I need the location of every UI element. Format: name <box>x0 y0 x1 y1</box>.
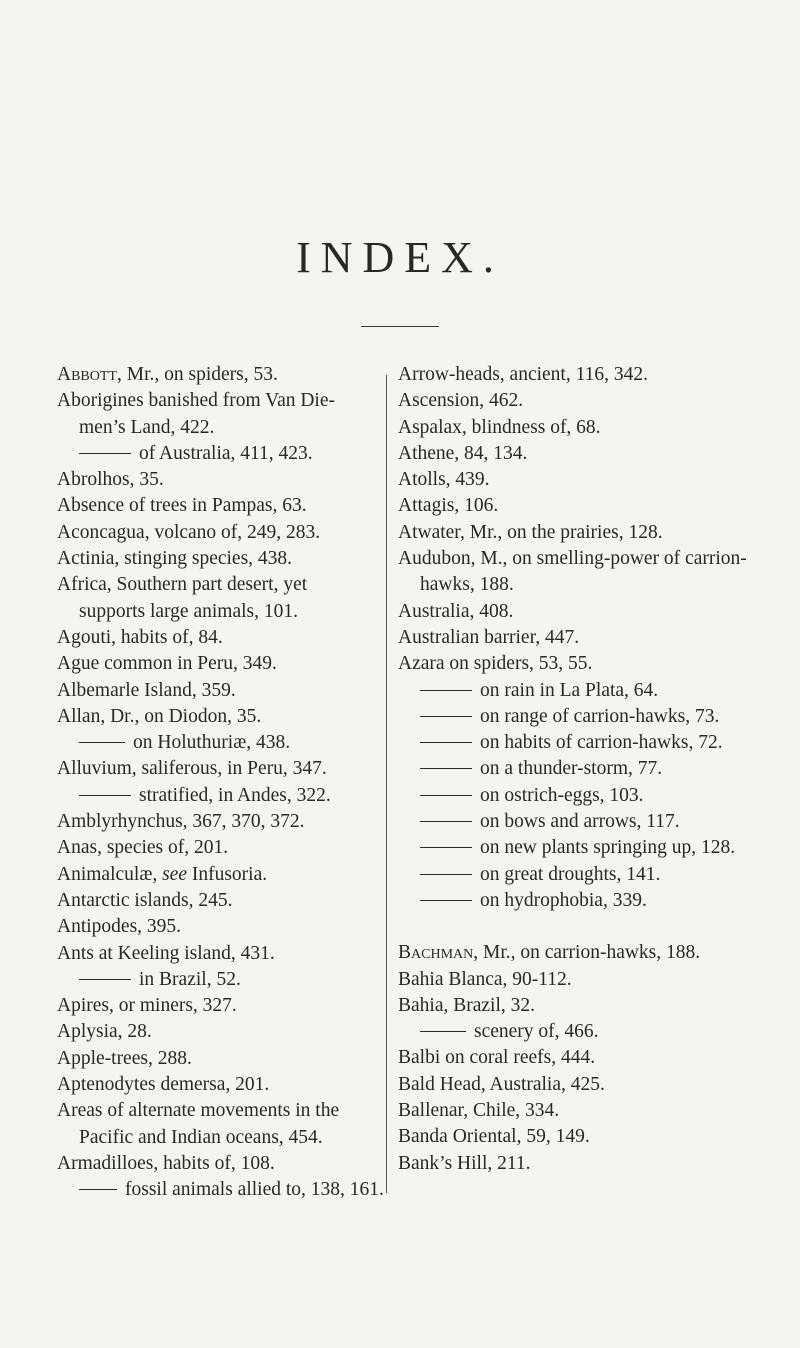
index-entry <box>57 678 373 704</box>
index-entry <box>57 914 373 940</box>
entry-text: on new plants springing up, 128. <box>480 837 736 859</box>
ditto-dash <box>420 716 472 717</box>
entry-text: scenery of, 466. <box>474 1021 599 1043</box>
index-entry <box>398 599 766 625</box>
index-entry <box>57 467 373 493</box>
ditto-dash <box>79 453 131 454</box>
title-rule <box>361 326 439 327</box>
entry-text: Audubon, M., on smelling-power of carrion-hawks, 188. <box>398 548 747 596</box>
entry-text: Africa, Southern part desert, yet supports large animals, 101. <box>57 574 308 622</box>
ditto-dash <box>420 821 472 822</box>
ditto-dash <box>420 795 472 796</box>
entry-text: Ballenar, Chile, 334. <box>398 1100 560 1122</box>
index-entry <box>57 546 373 572</box>
index-entry <box>57 993 373 1019</box>
entry-text: Athene, 84, 134. <box>398 442 528 464</box>
index-entry <box>398 1072 766 1098</box>
entry-text: Azara on spiders, 53, 55. <box>398 653 593 675</box>
entry-text: in Brazil, 52. <box>139 968 241 990</box>
entry-head: Bachman, <box>398 942 479 964</box>
index-subentry <box>398 756 766 782</box>
ditto-dash <box>420 847 472 848</box>
index-entry <box>57 572 373 625</box>
entry-text: Atolls, 439. <box>398 469 490 491</box>
index-entry <box>398 967 766 993</box>
index-entry <box>398 441 766 467</box>
ditto-dash <box>420 742 472 743</box>
entry-text: Aconcagua, volcano of, 249, 283. <box>57 521 321 543</box>
index-entry <box>398 520 766 546</box>
entry-text: Armadilloes, habits of, 108. <box>57 1152 275 1174</box>
entry-text: on Holuthuriæ, 438. <box>133 732 291 754</box>
index-entry <box>398 1098 766 1124</box>
index-subentry <box>398 862 766 888</box>
index-entry <box>57 1019 373 1045</box>
index-subentry <box>398 730 766 756</box>
entry-text: on a thunder-storm, 77. <box>480 758 663 780</box>
entry-text: Australia, 408. <box>398 600 514 622</box>
index-subentry <box>398 809 766 835</box>
index-entry <box>57 362 373 388</box>
entry-text: on bows and arrows, 117. <box>480 811 680 833</box>
ditto-dash <box>79 1189 117 1190</box>
ditto-dash <box>79 979 131 980</box>
entry-text: on hydrophobia, 339. <box>480 889 647 911</box>
entry-text: Ants at Keeling island, 431. <box>57 942 275 964</box>
index-entry <box>57 941 373 967</box>
entry-text: Animalculæ, <box>57 863 163 885</box>
column-divider <box>386 375 387 1193</box>
index-subentry <box>398 1019 766 1045</box>
entry-text: Aplysia, 28. <box>57 1021 152 1043</box>
entry-text: Aborigines banished from Van Diemen’s Land, 422. <box>57 390 336 438</box>
index-subentry <box>57 1177 384 1203</box>
entry-text: Alluvium, saliferous, in Peru, 347. <box>57 758 327 780</box>
entry-text: Albemarle Island, 359. <box>57 679 236 701</box>
index-entry <box>57 1151 373 1177</box>
entry-text: Infusoria. <box>186 863 268 885</box>
index-entry <box>57 756 373 782</box>
entry-text: Agouti, habits of, 84. <box>57 626 223 648</box>
entry-text: Mr., on carrion-hawks, 188. <box>478 942 701 964</box>
entry-text: Atwater, Mr., on the prairies, 128. <box>398 521 663 543</box>
ditto-dash <box>420 768 472 769</box>
index-entry <box>398 993 766 1019</box>
ditto-dash <box>420 900 472 901</box>
index-entry <box>398 1124 766 1150</box>
entry-text: Bahia Blanca, 90-112. <box>398 968 572 990</box>
entry-text: Aspalax, blindness of, 68. <box>398 416 601 438</box>
index-entry <box>57 704 373 730</box>
ditto-dash <box>420 690 472 691</box>
ditto-dash <box>420 1031 466 1032</box>
entry-text: Antipodes, 395. <box>57 916 182 938</box>
entry-text: Allan, Dr., on Diodon, 35. <box>57 705 262 727</box>
index-subentry <box>398 835 766 861</box>
index-subentry <box>398 678 766 704</box>
index-entry <box>398 388 766 414</box>
entry-text: Banda Oriental, 59, 149. <box>398 1126 590 1148</box>
index-subentry <box>398 888 766 914</box>
index-entry <box>398 493 766 519</box>
entry-text: on great droughts, 141. <box>480 863 661 885</box>
index-entry <box>398 651 766 677</box>
entry-text: Actinia, stinging species, 438. <box>57 548 293 570</box>
index-column-left <box>57 362 384 1204</box>
index-subentry <box>398 704 766 730</box>
entry-text: Australian barrier, 447. <box>398 626 580 648</box>
entry-head: Abbott, <box>57 364 122 385</box>
index-subentry <box>398 783 766 809</box>
index-entry <box>57 520 373 546</box>
entry-text: Balbi on coral reefs, 444. <box>398 1047 596 1069</box>
index-entry <box>398 467 766 493</box>
entry-text: of Australia, 411, 423. <box>139 442 313 464</box>
index-entry <box>57 1072 373 1098</box>
entry-text: Antarctic islands, 245. <box>57 889 233 911</box>
index-entry <box>57 625 373 651</box>
index-entry <box>398 625 766 651</box>
entry-text: Apple-trees, 288. <box>57 1047 192 1069</box>
index-entry <box>57 388 373 441</box>
entry-text: Attagis, 106. <box>398 495 499 517</box>
entry-italic: see <box>162 863 187 885</box>
entry-text: Bahia, Brazil, 32. <box>398 994 536 1016</box>
index-entry <box>57 862 373 888</box>
index-entry <box>57 809 373 835</box>
entry-text: fossil animals allied to, 138, 161. <box>125 1179 384 1201</box>
entry-text: Ascension, 462. <box>398 390 524 412</box>
entry-text: Aptenodytes demersa, 201. <box>57 1074 270 1096</box>
index-column-right <box>398 362 766 1177</box>
entry-text: Anas, species of, 201. <box>57 837 229 859</box>
index-subentry <box>57 730 373 756</box>
ditto-dash <box>79 795 131 796</box>
index-entry <box>57 651 373 677</box>
index-entry <box>398 415 766 441</box>
index-entry <box>57 835 373 861</box>
index-entry <box>398 362 766 388</box>
entry-text: Absence of trees in Pampas, 63. <box>57 495 307 517</box>
index-entry <box>398 940 766 966</box>
entry-text: Apires, or miners, 327. <box>57 995 237 1017</box>
entry-text: Arrow-heads, ancient, 116, 342. <box>398 364 648 385</box>
entry-text: on range of carrion-hawks, 73. <box>480 705 720 727</box>
entry-text: Abrolhos, 35. <box>57 469 164 491</box>
entry-text: Amblyrhynchus, 367, 370, 372. <box>57 811 305 833</box>
ditto-dash <box>79 742 125 743</box>
entry-text: on ostrich-eggs, 103. <box>480 784 644 806</box>
index-subentry <box>57 783 373 809</box>
index-entry <box>57 493 373 519</box>
entry-text: Ague common in Peru, 349. <box>57 653 277 675</box>
index-entry <box>57 888 373 914</box>
index-entry <box>398 1151 766 1177</box>
entry-text: on rain in La Plata, 64. <box>480 679 659 701</box>
entry-text: Mr., on spiders, 53. <box>121 364 278 385</box>
entry-text: Bald Head, Australia, 425. <box>398 1073 605 1095</box>
index-subentry <box>57 441 373 467</box>
index-entry <box>398 546 766 599</box>
entry-text: stratified, in Andes, 322. <box>139 784 331 806</box>
index-subentry <box>57 967 373 993</box>
entry-text: Areas of alternate movements in the Pacific and Indian oceans, 454. <box>57 1100 340 1148</box>
entry-text: on habits of carrion-hawks, 72. <box>480 732 723 754</box>
section-gap <box>398 914 766 940</box>
index-entry <box>57 1098 373 1151</box>
entry-text: Bank’s Hill, 211. <box>398 1152 531 1174</box>
index-entry <box>57 1046 373 1072</box>
ditto-dash <box>420 874 472 875</box>
index-entry <box>398 1045 766 1071</box>
page-title: INDEX. <box>296 233 504 282</box>
